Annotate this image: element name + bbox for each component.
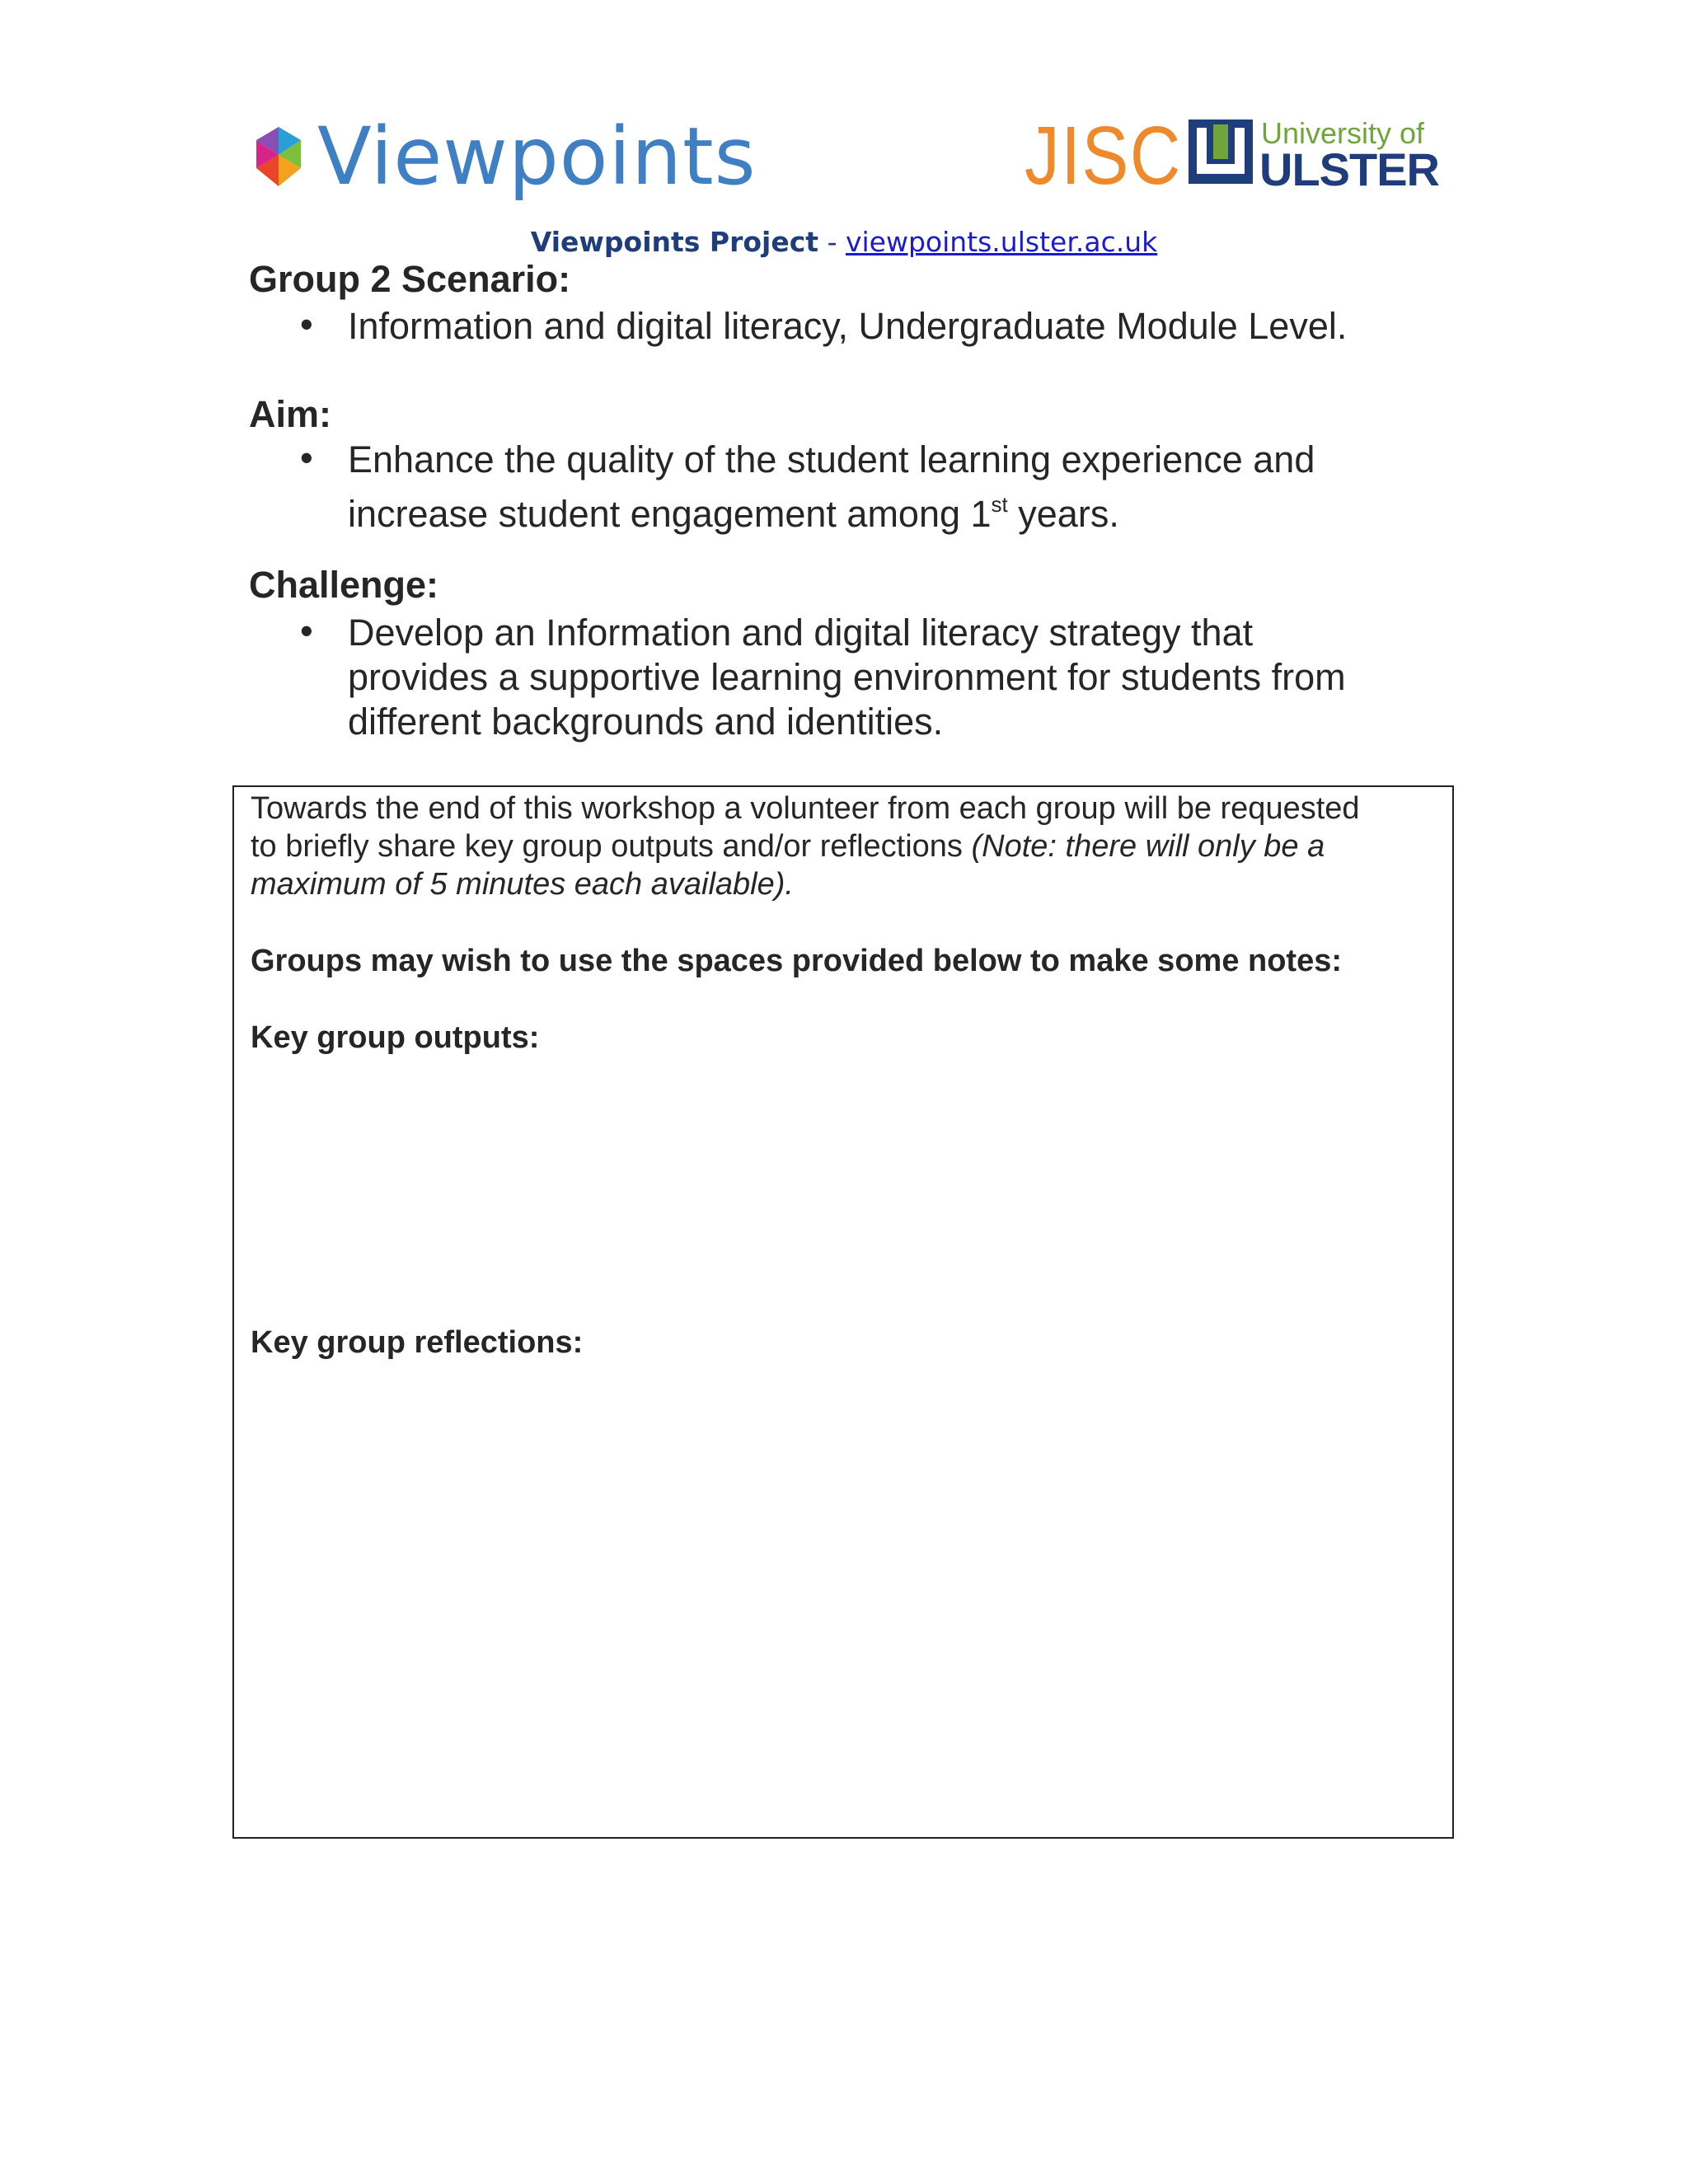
jisc-logo: JISC: [1025, 110, 1182, 202]
challenge-bullet-line-2: provides a supportive learning environment for students from: [348, 656, 1346, 698]
scenario-bullet-dot: •: [300, 303, 313, 345]
aim-line2-text: increase student engagement among 1: [348, 493, 992, 535]
notes-intro-line-2: [251, 827, 1325, 865]
challenge-bullet-dot: •: [300, 610, 313, 652]
aim-bullet-line-1: Enhance the quality of the student learning experience and: [348, 438, 1315, 480]
aim-heading: Aim:: [249, 393, 331, 435]
aim-line2-suffix: years.: [1007, 493, 1119, 535]
scenario-bullet-text: Information and digital literacy, Undergraduate Module Level.: [348, 305, 1348, 347]
notes-box: [232, 785, 1454, 1839]
viewpoints-pinwheel-icon: [250, 122, 307, 191]
notes-intro-line-3-italic: maximum of 5 minutes each available).: [251, 867, 794, 902]
notes-intro-line-3: [251, 865, 794, 903]
notes-intro-line-1: Towards the end of this workshop a volunteer from each group will be requested: [251, 791, 1360, 826]
viewpoints-wordmark: Viewpoints: [317, 110, 757, 203]
project-line: [0, 226, 1688, 258]
aim-line2-superscript: st: [991, 492, 1008, 517]
challenge-bullet-line-1: Develop an Information and digital literacy strategy that: [348, 612, 1254, 654]
aim-bullet-dot: •: [300, 437, 313, 479]
project-link[interactable]: viewpoints.ulster.ac.uk: [845, 226, 1158, 258]
aim-bullet-line-2: [348, 482, 1119, 537]
ulster-logo-top-text: University of: [1261, 116, 1425, 150]
challenge-bullet-line-3: different backgrounds and identities.: [348, 701, 944, 743]
scenario-heading: Group 2 Scenario:: [249, 258, 571, 300]
viewpoints-logo: [250, 110, 777, 204]
challenge-heading: Challenge:: [249, 564, 439, 606]
key-group-reflections-label: Key group reflections:: [251, 1325, 584, 1360]
project-separator: -: [818, 226, 846, 258]
ulster-logo: [1189, 116, 1439, 195]
key-group-outputs-label: Key group outputs:: [251, 1020, 540, 1055]
project-label: Viewpoints Project: [530, 226, 819, 258]
ulster-crest-icon: [1189, 120, 1253, 185]
notes-prompt: Groups may wish to use the spaces provided below to make some notes:: [251, 944, 1343, 978]
notes-intro-line-2-italic: (Note: there will only be a: [971, 829, 1325, 864]
notes-intro-line-2-plain: to briefly share key group outputs and/or reflections: [251, 829, 972, 864]
ulster-logo-bottom-text: ULSTER: [1259, 143, 1439, 195]
